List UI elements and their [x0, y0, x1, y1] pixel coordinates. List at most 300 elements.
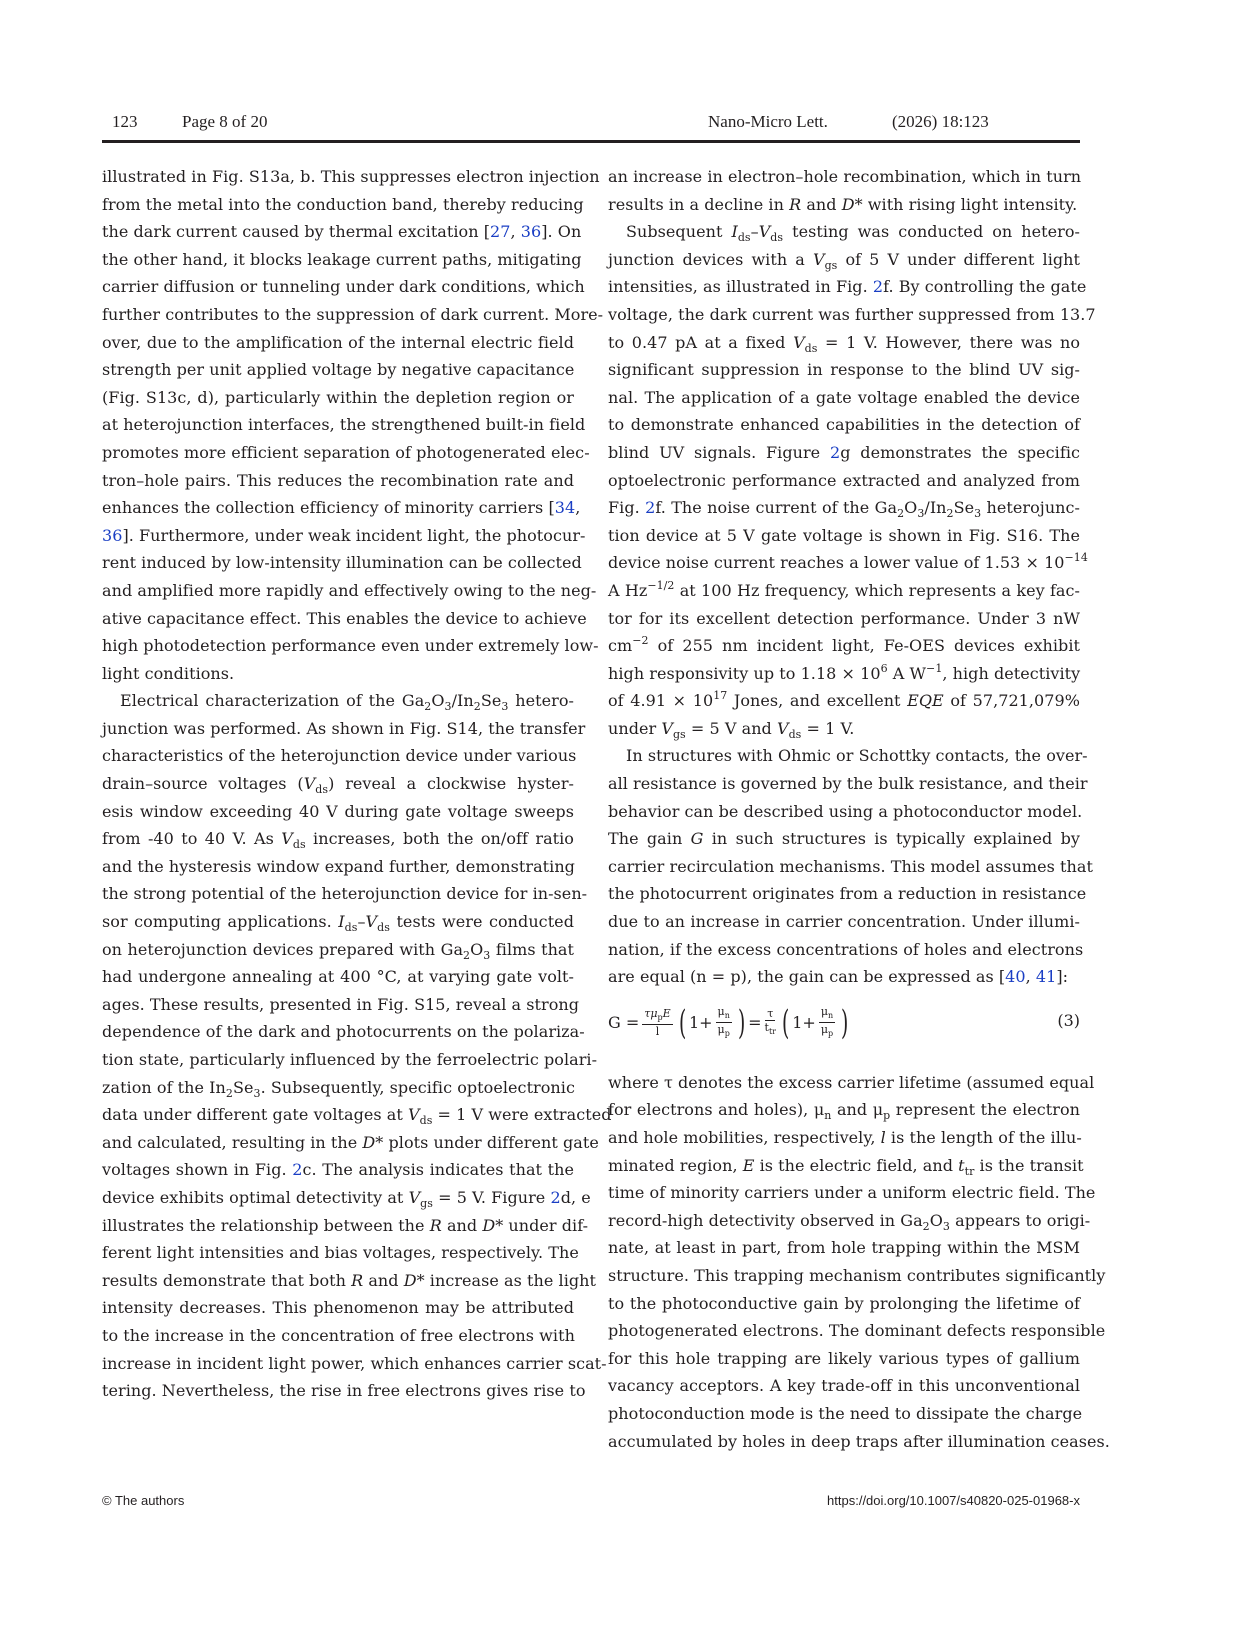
- fraction-tau-over-ttr: [765, 1007, 776, 1038]
- subscript: p: [883, 1109, 891, 1123]
- text-run: is the length of the illu-: [885, 1128, 1082, 1147]
- italic-text: V: [281, 829, 293, 849]
- text-run: ferent light intensities and bias voltages, respectively. The: [102, 1243, 579, 1263]
- text-run: –: [357, 912, 366, 932]
- text-run: ages. These results, presented in Fig. S15, reveal a strong: [102, 994, 580, 1014]
- fraction-tau-mu-e-over-l: [642, 1007, 672, 1038]
- text-run: cm: [608, 636, 633, 656]
- text-line: [102, 1046, 598, 1074]
- text-run: further contributes to the suppression of dark current. More-: [102, 304, 604, 324]
- text-run: = 5 V. Figure: [432, 1187, 551, 1207]
- text-run: c. The analysis indicates that the: [302, 1160, 574, 1180]
- text-run: voltage, the dark current was further suppressed from 13.7: [608, 304, 1096, 324]
- italic-text: R: [351, 1270, 364, 1290]
- text-run: under: [608, 718, 662, 738]
- text-run: at 100 Hz frequency, which represents a key fac-: [674, 580, 1080, 600]
- text-line: [102, 991, 580, 1019]
- text-run: and hole mobilities, respectively,: [608, 1128, 881, 1147]
- citation-link[interactable]: 34: [554, 498, 576, 518]
- text-run: nation, if the excess concentrations of holes and electrons: [608, 939, 1084, 959]
- text-run: = 1 V.: [801, 718, 855, 738]
- text-run: behavior can be described using a photoconductor model.: [608, 801, 1083, 821]
- text-run: ) reveal a clockwise hyster-: [328, 774, 574, 794]
- text-run: tor for its excellent detection performance. Under 3 nW: [608, 608, 1080, 628]
- citation-link[interactable]: 36: [520, 222, 542, 242]
- text-run: due to an increase in carrier concentration. Under illumi-: [608, 912, 1080, 932]
- fraction-mun-over-mup: [716, 1005, 732, 1040]
- text-run: accumulated by holes in deep traps after illumination ceases.: [608, 1431, 1110, 1451]
- subscript: ds: [419, 1114, 433, 1128]
- text-line: [102, 798, 574, 826]
- text-run: increases, both the on/off ratio: [305, 829, 574, 849]
- italic-text: l: [880, 1128, 886, 1147]
- text-line: [608, 660, 1080, 688]
- text-run: = 5 V and: [685, 718, 777, 738]
- text-line: [608, 467, 1080, 495]
- fraction-numerator: τ: [767, 1006, 774, 1020]
- text-line: [608, 218, 1080, 246]
- text-line: [608, 301, 1096, 329]
- text-line: [102, 411, 586, 439]
- text-run: O: [929, 1210, 943, 1230]
- text-run: and: [363, 1270, 404, 1290]
- text-run: optoelectronic performance extracted and analyzed from: [608, 470, 1080, 490]
- subscript: 3: [917, 507, 925, 521]
- article-number: 123: [112, 112, 138, 131]
- text-line: [102, 605, 587, 633]
- text-run: In structures with Ohmic or Schottky contacts, the over-: [626, 746, 1088, 766]
- journal-name: Nano-Micro Lett.: [708, 112, 828, 131]
- text-run: blind UV signals. Figure: [608, 442, 830, 462]
- text-line: [608, 1290, 1080, 1318]
- text-line: [608, 715, 1080, 743]
- text-line: [102, 467, 574, 495]
- italic-text: V: [812, 249, 825, 269]
- doi-link[interactable]: https://doi.org/10.1007/s40820-025-01968-x: [827, 1493, 1080, 1508]
- fraction-denominator: $\mu_p$: [820, 1023, 834, 1039]
- superscript: 17: [713, 689, 728, 703]
- text-run: photogenerated electrons. The dominant defects responsible: [608, 1321, 1106, 1341]
- text-line: [102, 218, 582, 246]
- text-run: of 5 V under different light: [837, 249, 1080, 269]
- text-run: from the metal into the conduction band, thereby reducing: [102, 194, 584, 214]
- text-run: plots under different gate: [383, 1132, 599, 1152]
- text-line: [608, 246, 1080, 274]
- superscript: −2: [632, 634, 649, 648]
- text-line: [608, 163, 1080, 191]
- left-column: [102, 163, 612, 1405]
- citation-link[interactable]: 40: [1005, 967, 1026, 987]
- text-line: [102, 1377, 586, 1405]
- text-run: where τ denotes the excess carrier lifetime (assumed equal: [608, 1072, 1095, 1092]
- text-run: tests were conducted: [389, 912, 574, 932]
- text-run: had undergone annealing at 400 °C, at varying gate volt-: [102, 967, 574, 987]
- equation-body: [608, 1002, 851, 1043]
- text-line: [102, 1101, 612, 1129]
- text-run: of 255 nm incident light, Fe-OES devices exhibit: [648, 636, 1080, 656]
- text-run: the dark current caused by thermal excitation [: [102, 222, 490, 242]
- text-run: is the electric field, and: [754, 1155, 959, 1175]
- text-line: [102, 494, 581, 522]
- text-line: [608, 605, 1080, 633]
- right-paren: ): [737, 1002, 746, 1043]
- text-run: tron–hole pairs. This reduces the recombination rate and: [102, 470, 574, 490]
- text-run: illustrated in Fig. S13a, b. This suppresses electron injection: [102, 167, 600, 186]
- text-run: promotes more efficient separation of photogenerated elec-: [102, 442, 590, 462]
- text-line: [608, 853, 1093, 881]
- text-run: –: [750, 222, 759, 242]
- equation-3: [608, 997, 1080, 1055]
- text-run: Electrical characterization of the Ga: [120, 691, 425, 711]
- text-line: [102, 936, 574, 964]
- text-line: [608, 494, 1080, 522]
- text-line: [608, 411, 1080, 439]
- equation-one-plus: 1+: [688, 1013, 713, 1032]
- text-line: [608, 963, 1080, 991]
- subscript: 2: [922, 1219, 930, 1233]
- text-run: hetero-: [508, 691, 574, 711]
- text-line: [608, 632, 1080, 660]
- text-run: A Hz: [608, 580, 648, 600]
- text-run: Jones, and excellent: [727, 691, 908, 711]
- fraction-denominator: l: [655, 1025, 660, 1039]
- text-run: zation of the In: [102, 1077, 226, 1097]
- right-column-text-top: [608, 163, 1096, 991]
- text-run: Se: [232, 1077, 254, 1097]
- text-run: ,: [575, 498, 581, 518]
- italic-text: V: [408, 1187, 421, 1207]
- italic-text: V: [408, 1105, 420, 1125]
- text-line: [102, 632, 599, 660]
- text-run: and amplified more rapidly and effectively owing to the neg-: [102, 580, 597, 600]
- citation-link[interactable]: 2: [645, 498, 656, 518]
- subscript: 2: [946, 507, 954, 521]
- text-line: [102, 329, 574, 357]
- subscript: ds: [737, 231, 751, 245]
- text-run: O: [470, 939, 484, 959]
- text-line: [102, 549, 582, 577]
- header-rule: [102, 140, 1080, 143]
- italic-text: D*: [482, 1215, 504, 1235]
- text-run: at heterojunction interfaces, the strengthened built-in field: [102, 415, 586, 435]
- text-line: [608, 770, 1088, 798]
- text-run: heterojunc-: [981, 498, 1080, 518]
- text-line: [608, 936, 1084, 964]
- text-line: [102, 687, 574, 715]
- italic-text: E: [742, 1155, 755, 1175]
- text-line: [608, 329, 1080, 357]
- text-run: tion state, particularly influenced by the ferroelectric polari-: [102, 1050, 598, 1069]
- italic-text: V: [661, 718, 673, 738]
- citation-link[interactable]: 2: [292, 1160, 303, 1180]
- italic-text: I: [731, 222, 738, 242]
- text-line: [608, 1372, 1080, 1400]
- text-line: [102, 660, 574, 688]
- text-run: Se: [480, 691, 502, 711]
- text-run: characteristics of the heterojunction device under various: [102, 746, 577, 766]
- text-run: for this hole trapping are likely various types of gallium: [608, 1348, 1080, 1368]
- text-line: [102, 384, 574, 412]
- text-run: junction devices with a: [608, 249, 813, 269]
- subscript: n: [824, 1109, 832, 1123]
- text-line: [608, 1400, 1083, 1428]
- superscript: 6: [880, 661, 888, 675]
- text-line: [608, 549, 1088, 577]
- text-line: [608, 1234, 1080, 1262]
- text-run: rent induced by low-intensity illumination can be collected: [102, 553, 582, 573]
- text-run: record-high detectivity observed in Ga: [608, 1210, 923, 1230]
- italic-text: I: [338, 912, 345, 932]
- text-run: carrier diffusion or tunneling under dark conditions, which: [102, 277, 585, 297]
- text-run: The gain: [608, 829, 691, 849]
- text-run: to demonstrate enhanced capabilities in the detection of: [608, 415, 1080, 435]
- text-run: nal. The application of a gate voltage enabled the device: [608, 387, 1080, 407]
- subscript: ds: [804, 341, 818, 355]
- text-run: /In: [924, 498, 947, 518]
- text-run: ]. Furthermore, under weak incident light, the photocur-: [122, 525, 586, 545]
- text-run: the strong potential of the heterojunction device for in-sen-: [102, 884, 588, 904]
- text-run: represent the electron: [890, 1100, 1080, 1120]
- text-line: [102, 301, 604, 329]
- subscript: ds: [344, 921, 358, 935]
- text-run: and: [441, 1215, 483, 1235]
- citation-link[interactable]: 2: [829, 442, 841, 462]
- text-line: [608, 1096, 1080, 1124]
- text-run: to the increase in the concentration of free electrons with: [102, 1325, 575, 1345]
- text-line: [102, 1322, 574, 1350]
- text-run: increase in incident light power, which enhances carrier scat-: [102, 1353, 607, 1373]
- text-line: [608, 1152, 1084, 1180]
- subscript: ds: [315, 783, 329, 797]
- italic-text: V: [303, 774, 316, 794]
- italic-text: R: [789, 194, 802, 214]
- text-line: [608, 1179, 1096, 1207]
- subscript: tr: [964, 1164, 975, 1178]
- equation-number: (3): [1057, 1010, 1080, 1030]
- text-run: minated region,: [608, 1155, 743, 1175]
- fraction-denominator: $\mu_p$: [717, 1023, 730, 1039]
- text-run: vacancy acceptors. A key trade-off in this unconventional: [608, 1376, 1080, 1396]
- text-run: nate, at least in part, from hole trapping within the MSM: [608, 1238, 1080, 1258]
- text-run: increase as the light: [424, 1270, 596, 1290]
- text-line: [102, 191, 584, 219]
- text-run: structure. This trapping mechanism contributes significantly: [608, 1265, 1106, 1285]
- text-line: [608, 1317, 1106, 1345]
- text-run: tion device at 5 V gate voltage is shown in Fig. S16. The: [608, 525, 1080, 545]
- subscript: 2: [225, 1086, 233, 1100]
- subscript: ds: [377, 921, 390, 935]
- italic-text: R: [429, 1215, 442, 1235]
- text-run: and the hysteresis window expand further, demonstrating: [102, 856, 575, 876]
- text-line: [608, 439, 1080, 467]
- text-run: all resistance is governed by the bulk resistance, and their: [608, 774, 1088, 794]
- text-line: [102, 908, 574, 936]
- text-line: [102, 1074, 574, 1102]
- citation-link[interactable]: 41: [1035, 967, 1057, 987]
- text-run: photoconduction mode is the need to dissipate the charge: [608, 1403, 1083, 1423]
- fraction-denominator: $t_{tr}$: [764, 1020, 776, 1037]
- text-line: [102, 522, 586, 550]
- text-line: [102, 963, 574, 991]
- text-run: ative capacitance effect. This enables the device to achieve: [102, 608, 587, 628]
- subscript: 2: [473, 700, 481, 714]
- text-line: [102, 1212, 589, 1240]
- italic-text: V: [776, 718, 789, 738]
- text-run: Subsequent: [626, 222, 732, 242]
- text-line: [608, 742, 1088, 770]
- text-line: [608, 384, 1080, 412]
- subscript: 2: [897, 507, 905, 521]
- text-run: time of minority carriers under a uniform electric field. The: [608, 1183, 1096, 1203]
- journal-citation: (2026) 18:123: [892, 112, 989, 131]
- italic-text: G: [690, 829, 704, 849]
- text-line: [102, 1129, 599, 1157]
- text-run: tering. Nevertheless, the rise in free electrons gives rise to: [102, 1381, 586, 1401]
- subscript: gs: [420, 1196, 433, 1210]
- text-run: for electrons and holes), μ: [608, 1100, 825, 1120]
- text-run: the other hand, it blocks leakage current paths, mitigating: [102, 249, 582, 269]
- text-run: significant suppression in response to the blind UV sig-: [608, 360, 1080, 380]
- fraction-numerator: $\mu_n$: [716, 1005, 732, 1023]
- text-line: [102, 1350, 607, 1378]
- text-run: with rising light intensity.: [862, 194, 1078, 214]
- italic-text: D*: [403, 1270, 425, 1290]
- text-run: are equal (n = p), the gain can be expressed as [: [608, 967, 1006, 987]
- text-run: and calculated, resulting in the: [102, 1132, 363, 1152]
- text-line: [102, 742, 577, 770]
- text-line: [608, 908, 1080, 936]
- text-line: [608, 1345, 1080, 1373]
- italic-text: D*: [841, 194, 863, 214]
- text-run: ]. On: [541, 222, 582, 242]
- equation-equals: =: [748, 1013, 762, 1032]
- text-line: [608, 880, 1087, 908]
- text-run: and: [801, 194, 842, 214]
- citation-link[interactable]: 2: [550, 1187, 561, 1207]
- text-run: films that: [490, 939, 574, 959]
- text-line: [608, 1069, 1095, 1097]
- text-run: the photocurrent originates from a reduction in resistance: [608, 884, 1087, 904]
- text-run: is the transit: [974, 1155, 1084, 1175]
- text-run: under dif-: [503, 1215, 589, 1235]
- text-run: O: [431, 691, 445, 711]
- text-run: drain–source voltages (: [102, 774, 304, 794]
- text-line: [608, 1207, 1091, 1235]
- text-run: on heterojunction devices prepared with Ga: [102, 939, 464, 959]
- text-run: testing was conducted on hetero-: [783, 222, 1081, 242]
- text-line: [102, 1018, 585, 1046]
- text-run: strength per unit applied voltage by negative capacitance: [102, 360, 575, 380]
- text-line: [102, 577, 597, 605]
- text-run: intensities, as illustrated in Fig.: [608, 277, 873, 297]
- text-line: [608, 798, 1083, 826]
- subscript: 2: [424, 700, 432, 714]
- subscript: ds: [788, 727, 802, 741]
- left-paren: (: [678, 1002, 686, 1043]
- text-run: intensity decreases. This phenomenon may be attributed: [102, 1298, 574, 1318]
- text-line: [102, 853, 574, 881]
- text-line: [102, 273, 585, 301]
- subscript: gs: [824, 258, 838, 272]
- text-run: to the photoconductive gain by prolonging the lifetime of: [608, 1293, 1080, 1313]
- text-line: [102, 439, 590, 467]
- text-line: [608, 1428, 1110, 1456]
- text-run: ,: [510, 222, 521, 242]
- text-run: (Fig. S13c, d), particularly within the depletion region or: [102, 387, 574, 407]
- text-line: [608, 522, 1080, 550]
- text-run: over, due to the amplification of the internal electric field: [102, 332, 574, 352]
- text-run: data under different gate voltages at: [102, 1105, 408, 1125]
- subscript: 3: [942, 1219, 950, 1233]
- citation-link[interactable]: 36: [102, 525, 123, 545]
- text-run: f. By controlling the gate: [883, 277, 1087, 297]
- text-line: [102, 825, 574, 853]
- text-line: [102, 1267, 596, 1295]
- text-run: of 4.91 × 10: [608, 691, 714, 711]
- text-run: to 0.47 pA at a fixed: [608, 332, 794, 352]
- superscript: −14: [1064, 551, 1088, 565]
- text-line: [102, 715, 586, 743]
- text-run: esis window exceeding 40 V during gate voltage sweeps: [102, 801, 574, 821]
- subscript: 3: [974, 507, 982, 521]
- text-line: [608, 191, 1080, 219]
- text-line: [102, 356, 574, 384]
- citation-link[interactable]: 2: [872, 277, 884, 297]
- text-line: [102, 1156, 574, 1184]
- text-run: f. The noise current of the Ga: [655, 498, 898, 518]
- text-run: ,: [1025, 967, 1036, 987]
- text-line: [608, 825, 1080, 853]
- text-run: high photodetection performance even under extremely low-: [102, 636, 599, 656]
- italic-text: D*: [362, 1132, 384, 1152]
- fraction-numerator: $\tau\mu_pE$: [642, 1007, 672, 1025]
- fraction-numerator: $\mu_n$: [819, 1005, 835, 1023]
- right-column-text-bottom: [608, 1069, 1110, 1455]
- text-run: = 1 V. However, there was no: [817, 332, 1081, 352]
- text-run: results demonstrate that both: [102, 1270, 352, 1290]
- text-run: and μ: [831, 1100, 884, 1120]
- text-run: carrier recirculation mechanisms. This model assumes that: [608, 856, 1093, 876]
- text-run: Se: [953, 498, 975, 518]
- text-run: from -40 to 40 V. As: [102, 829, 282, 849]
- text-run: /In: [451, 691, 474, 711]
- citation-link[interactable]: 27: [490, 222, 511, 242]
- text-run: an increase in electron–hole recombination, which in turn: [608, 167, 1082, 186]
- subscript: 3: [501, 700, 509, 714]
- text-line: [608, 273, 1087, 301]
- text-run: O: [904, 498, 918, 518]
- text-run: in such structures is typically explained by: [703, 829, 1081, 849]
- text-run: junction was performed. As shown in Fig. S14, the transfer: [102, 718, 586, 738]
- equation-one-plus: 1+: [792, 1013, 816, 1032]
- subscript: 3: [253, 1086, 261, 1100]
- subscript: ds: [292, 838, 306, 852]
- text-run: device exhibits optimal detectivity at: [102, 1187, 409, 1207]
- text-line: [608, 1124, 1080, 1152]
- italic-text: EQE: [907, 691, 944, 711]
- text-line: [608, 577, 1080, 605]
- right-paren: ): [841, 1002, 849, 1043]
- italic-text: V: [758, 222, 771, 242]
- text-run: illustrates the relationship between the: [102, 1215, 430, 1235]
- text-line: [102, 770, 574, 798]
- text-line: [102, 163, 600, 191]
- text-line: [608, 356, 1080, 384]
- text-run: enhances the collection efficiency of minority carriers [: [102, 498, 555, 518]
- text-run: voltages shown in Fig.: [102, 1160, 293, 1180]
- text-run: = 1 V were extracted: [432, 1105, 612, 1125]
- text-run: Fig.: [608, 498, 646, 518]
